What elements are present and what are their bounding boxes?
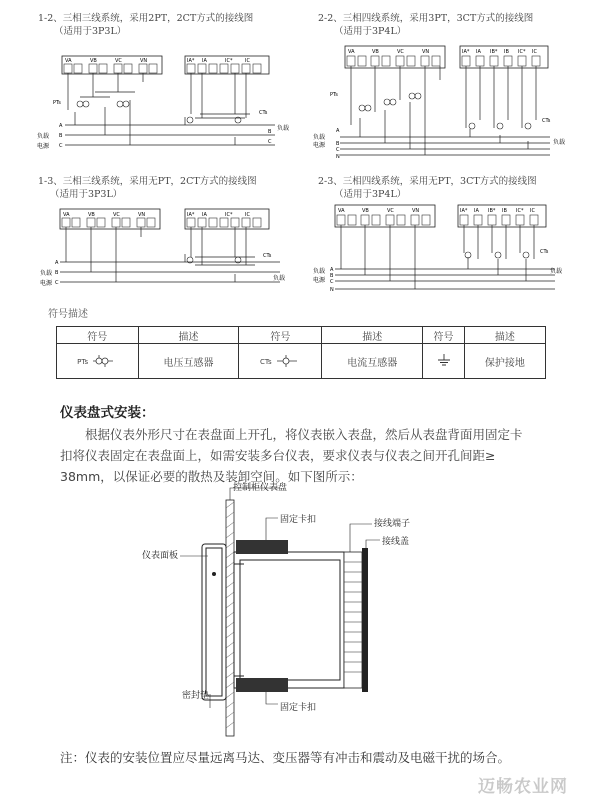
svg-text:IA*: IA* (187, 212, 195, 218)
pt-symbol: PTs (57, 344, 139, 379)
term-va: VA (65, 58, 72, 64)
install-heading: 仪表盘式安装： (60, 405, 155, 421)
callout-seal: 密封垫 (182, 691, 210, 701)
svg-text:VC: VC (397, 49, 404, 55)
wiring-diagram-1-3 (35, 207, 295, 307)
svg-text:IC*: IC* (225, 212, 233, 218)
svg-text:IA*: IA* (460, 208, 468, 214)
term-vc: VC (115, 58, 122, 64)
wiring-diagram-1-2 (35, 52, 295, 152)
svg-text:N: N (330, 287, 334, 293)
svg-text:A: A (336, 128, 340, 134)
term-ia-star: IA* (187, 58, 195, 64)
diagram-1-2-title: 1-2、三相三线系统，采用2PT，2CT方式的接线图 (38, 13, 254, 24)
svg-text:A: A (330, 267, 334, 273)
svg-text:IB*: IB* (490, 49, 498, 55)
symbol-header: 描述 (138, 327, 239, 344)
symbol-header: 符号 (423, 327, 465, 344)
watermark: 迈畅农业网 (478, 777, 568, 797)
svg-text:VC: VC (387, 208, 394, 214)
term-vb: VB (90, 58, 97, 64)
svg-text:VA: VA (63, 212, 70, 218)
ct-symbol: CTs (239, 344, 322, 379)
symbol-header: 符号 (57, 327, 139, 344)
svg-text:负载: 负载 (313, 268, 326, 275)
svg-text:B: B (268, 129, 272, 135)
svg-text:负载: 负载 (553, 139, 566, 146)
svg-text:负载: 负载 (313, 134, 326, 141)
svg-text:VN: VN (138, 212, 146, 218)
term-ic: IC (245, 58, 250, 64)
ct-description: 电流互感器 (322, 344, 423, 379)
term-ia: IA (202, 58, 207, 64)
svg-text:电源: 电源 (37, 143, 50, 150)
svg-text:VB: VB (372, 49, 379, 55)
svg-text:IA: IA (476, 49, 481, 55)
callout-clip-bottom: 固定卡扣 (280, 703, 317, 713)
svg-text:负载: 负载 (273, 275, 286, 282)
svg-text:B: B (55, 270, 59, 276)
svg-text:负载: 负载 (37, 133, 50, 140)
ground-description: 保护接地 (464, 344, 545, 379)
callout-front: 仪表面板 (142, 551, 179, 561)
svg-text:CTs: CTs (259, 110, 268, 116)
svg-text:B: B (59, 133, 63, 139)
diagram-1-3-subtitle: （适用于3P3L） (50, 189, 123, 200)
svg-text:IC*: IC* (516, 208, 524, 214)
svg-text:CTs: CTs (542, 118, 551, 124)
svg-text:A: A (55, 260, 59, 266)
svg-text:负载: 负载 (550, 268, 563, 275)
diagram-1-2-subtitle: （适用于3P3L） (54, 26, 127, 37)
ground-symbol (423, 344, 465, 379)
svg-text:IB: IB (502, 208, 507, 214)
callout-panel: 控制柜仪表盘 (233, 483, 288, 493)
diagram-2-2-subtitle: （适用于3P4L） (334, 26, 407, 37)
svg-text:PTs: PTs (330, 92, 338, 98)
svg-text:CTs: CTs (540, 249, 549, 255)
install-note: 注：仪表的安装位置应尽量远离马达、变压器等有冲击和震动及电磁干扰的场合。 (60, 750, 511, 765)
svg-text:PTs: PTs (53, 100, 61, 106)
svg-text:VN: VN (412, 208, 420, 214)
wiring-diagram-2-3 (310, 203, 580, 303)
svg-text:电源: 电源 (313, 142, 326, 149)
svg-text:电源: 电源 (313, 277, 326, 284)
diagram-2-2-title: 2-2、三相四线系统，采用3PT，3CT方式的接线图 (318, 13, 534, 24)
callout-clip-top: 固定卡扣 (280, 515, 317, 525)
svg-text:负载: 负载 (40, 270, 53, 277)
callout-screw: 接线端子 (374, 519, 411, 529)
svg-text:VA: VA (338, 208, 345, 214)
svg-text:IC: IC (245, 212, 250, 218)
ct-symbol-icon (275, 353, 301, 369)
svg-text:IC*: IC* (518, 49, 526, 55)
symbol-header: 描述 (464, 327, 545, 344)
symbol-section-title: 符号描述 (48, 309, 88, 320)
svg-text:负载: 负载 (277, 125, 290, 132)
svg-text:C: C (55, 280, 59, 286)
svg-text:IC: IC (530, 208, 535, 214)
svg-text:C: C (59, 143, 63, 149)
svg-text:VB: VB (88, 212, 95, 218)
diagram-1-3-title: 1-3、三相三线系统，采用无PT，2CT方式的接线图 (38, 176, 257, 187)
svg-text:VA: VA (348, 49, 355, 55)
svg-text:C: C (330, 279, 334, 285)
svg-text:VN: VN (422, 49, 430, 55)
install-line-2: 扣将仪表固定在表盘面上，如需安装多台仪表，要求仪表与仪表之间开孔间距≥ (60, 448, 496, 463)
diagram-2-3-subtitle: （适用于3P4L） (334, 189, 407, 200)
wiring-diagram-2-2 (310, 40, 580, 162)
svg-text:IA*: IA* (462, 49, 470, 55)
pt-symbol-icon (91, 353, 117, 369)
symbol-header: 符号 (239, 327, 322, 344)
svg-text:B: B (336, 141, 340, 147)
diagram-2-3-title: 2-3、三相四线系统，采用无PT，3CT方式的接线图 (318, 176, 537, 187)
svg-text:IC: IC (532, 49, 537, 55)
term-vn: VN (140, 58, 148, 64)
pt-description: 电压互感器 (138, 344, 239, 379)
svg-text:CTs: CTs (263, 253, 272, 259)
svg-text:C: C (268, 139, 272, 145)
svg-text:电源: 电源 (40, 280, 53, 287)
svg-text:IA: IA (474, 208, 479, 214)
symbol-header: 描述 (322, 327, 423, 344)
ground-icon (436, 353, 452, 367)
install-line-3: 38mm，以保证必要的散热及装卸空间。如下图所示： (60, 469, 363, 484)
svg-text:IB*: IB* (488, 208, 496, 214)
svg-text:N: N (336, 154, 340, 160)
svg-text:IA: IA (202, 212, 207, 218)
svg-text:B: B (330, 273, 334, 279)
install-line-1: 根据仪表外形尺寸在表盘面上开孔，将仪表嵌入表盘，然后从表盘背面用固定卡 (85, 427, 523, 442)
svg-text:IB: IB (504, 49, 509, 55)
symbol-table (56, 326, 546, 379)
svg-text:C: C (336, 147, 340, 153)
svg-text:VB: VB (362, 208, 369, 214)
term-ic-star: IC* (225, 58, 233, 64)
svg-text:A: A (59, 123, 63, 129)
svg-text:VC: VC (113, 212, 120, 218)
callout-cover: 接线盖 (382, 537, 410, 547)
